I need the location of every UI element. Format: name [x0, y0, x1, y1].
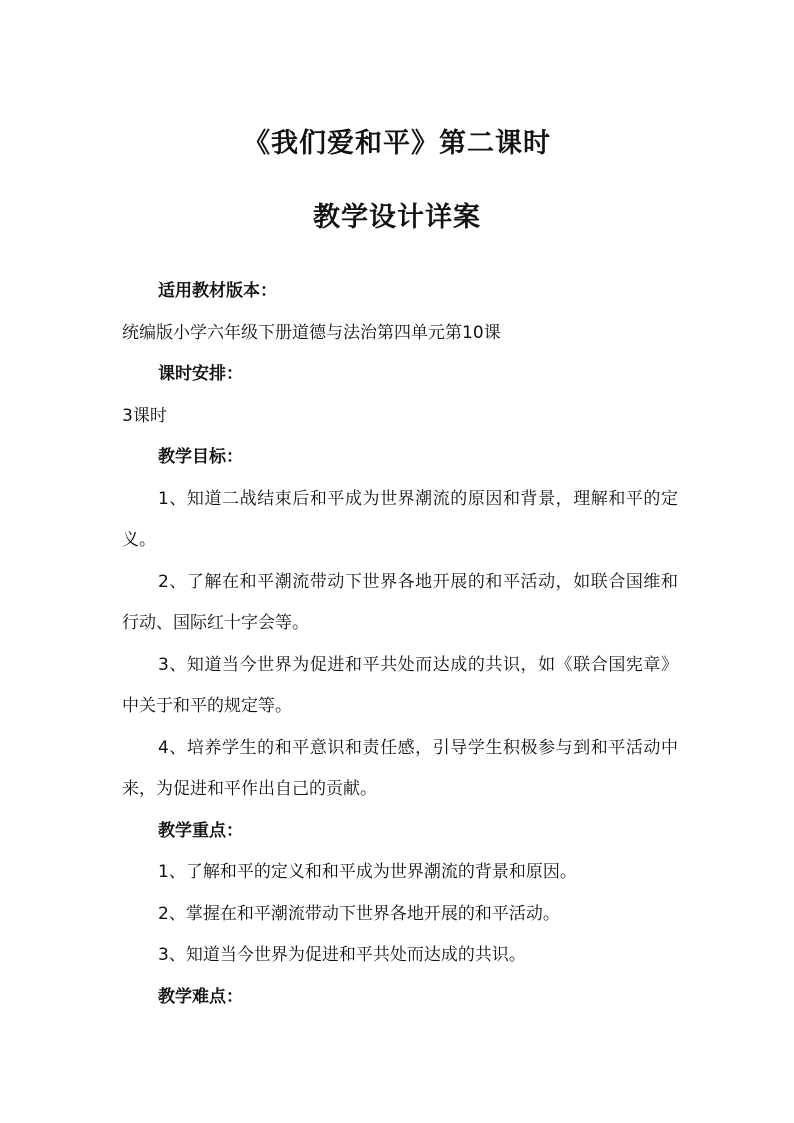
document-title: 《我们爱和平》第二课时	[243, 128, 551, 159]
difficulties-heading: 教学难点：	[158, 986, 243, 1007]
textbook-value: 统编版小学六年级下册道德与法治第四单元第10课	[122, 322, 501, 343]
key-point-item: 2、掌握在和平潮流带动下世界各地开展的和平活动。	[158, 903, 560, 924]
schedule-heading: 课时安排：	[158, 364, 243, 384]
schedule-value: 3课时	[122, 405, 167, 426]
key-points-heading: 教学重点：	[158, 820, 243, 841]
objective-item: 1、知道二战结束后和平成为世界潮流的原因和背景，理解和平的定义。	[122, 488, 678, 550]
key-point-item: 3、知道当今世界为促进和平共处而达成的共识。	[158, 945, 526, 965]
objectives-heading: 教学目标：	[158, 447, 243, 467]
textbook-heading: 适用教材版本：	[158, 281, 277, 301]
objective-item: 4、培养学生的和平意识和责任感，引导学生积极参与到和平活动中来，为促进和平作出自己的贡献。	[122, 737, 678, 799]
document-subtitle: 教学设计详案	[313, 202, 481, 233]
key-point-item: 1、了解和平的定义和和平成为世界潮流的背景和原因。	[158, 862, 577, 882]
document-body	[122, 271, 678, 1018]
objective-item: 2、了解在和平潮流带动下世界各地开展的和平活动，如联合国维和行动、国际红十字会等。	[122, 571, 678, 633]
objective-item: 3、知道当今世界为促进和平共处而达成的共识，如《联合国宪章》中关于和平的规定等。	[122, 654, 678, 716]
